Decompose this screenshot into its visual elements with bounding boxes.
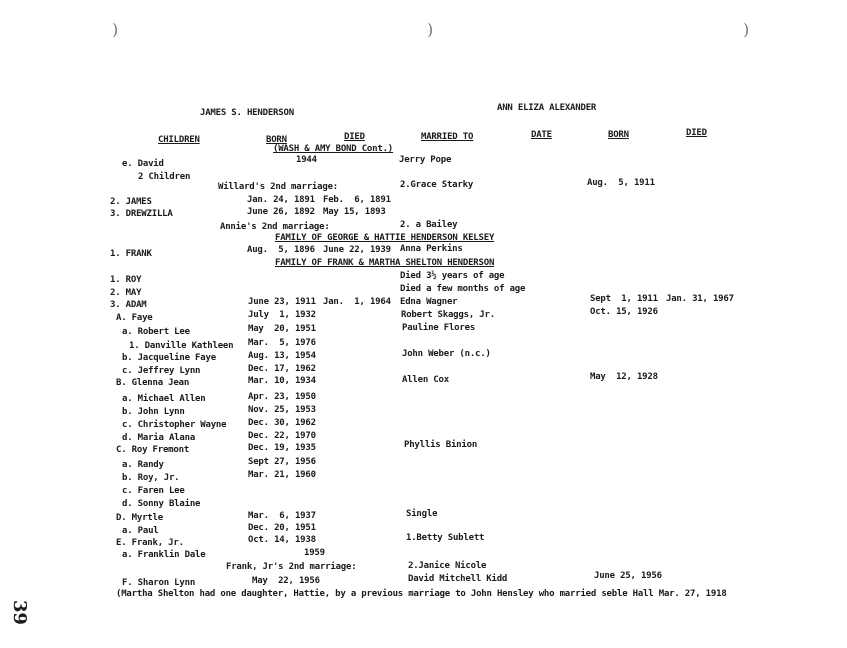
child-name: 2. JAMES: [110, 197, 152, 207]
child-name: d. Sonny Blaine: [122, 499, 201, 509]
child-born: Jan. 24, 1891: [247, 195, 315, 205]
margin-page-number: 39: [9, 600, 30, 625]
spouse-born: Oct. 15, 1926: [590, 307, 658, 317]
child-born: June 23, 1911: [248, 297, 316, 307]
spouse-name: Jerry Pope: [399, 155, 452, 165]
spouse-name: Pauline Flores: [402, 323, 476, 333]
child-born: Dec. 30, 1962: [248, 418, 316, 428]
child-name: a. Robert Lee: [122, 327, 190, 337]
child-name: a. Randy: [122, 460, 164, 470]
continued-heading: (WASH & AMY BOND Cont.): [273, 144, 394, 154]
marriage-note: Frank, Jr's 2nd marriage:: [226, 562, 357, 572]
child-name: a. Paul: [122, 526, 159, 536]
spouse-name: Robert Skaggs, Jr.: [401, 310, 495, 320]
child-born: Nov. 25, 1953: [248, 405, 316, 415]
child-name: C. Roy Fremont: [116, 445, 190, 455]
child-born: Apr. 23, 1950: [248, 392, 316, 402]
child-name: F. Sharon Lynn: [122, 578, 196, 588]
child-name: D. Myrtle: [116, 513, 163, 523]
child-born: Aug. 5, 1896: [247, 245, 315, 255]
spouse-died: Jan. 31, 1967: [666, 294, 734, 304]
child-born: Mar. 10, 1934: [248, 376, 316, 386]
child-born: Mar. 5, 1976: [248, 338, 316, 348]
child-born: Oct. 14, 1938: [248, 535, 316, 545]
child-died: Feb. 6, 1891: [323, 195, 391, 205]
child-born: Dec. 20, 1951: [248, 523, 316, 533]
child-name: 3. ADAM: [110, 300, 147, 310]
marriage-note: Willard's 2nd marriage:: [218, 182, 339, 192]
col-date: DATE: [531, 130, 552, 140]
spouse-name: Anna Perkins: [400, 244, 463, 254]
spouse-name: 2.Janice Nicole: [408, 561, 487, 571]
spouse-name: John Weber (n.c.): [402, 349, 491, 359]
spouse-name: Edna Wagner: [400, 297, 458, 307]
family-heading: FAMILY OF FRANK & MARTHA SHELTON HENDERSON: [275, 258, 495, 268]
col-spouse-born: BORN: [608, 130, 629, 140]
child-name: a. Franklin Dale: [122, 550, 206, 560]
marriage-note: Annie's 2nd marriage:: [220, 222, 330, 232]
spouse-name: David Mitchell Kidd: [408, 574, 508, 584]
child-name: 1. FRANK: [110, 249, 152, 259]
child-died: June 22, 1939: [323, 245, 391, 255]
child-born: 1959: [304, 548, 325, 558]
child-born: 1944: [296, 155, 317, 165]
col-married-to: MARRIED TO: [421, 132, 474, 142]
child-born: Mar. 21, 1960: [248, 470, 316, 480]
child-name: d. Maria Alana: [122, 433, 196, 443]
child-born: Dec. 22, 1970: [248, 431, 316, 441]
child-born: July 1, 1932: [248, 310, 316, 320]
footnote: (Martha Shelton had one daughter, Hattie, by a previous marriage to John Hensley who married seble Hall Mar. 27, 1918: [116, 589, 727, 599]
col-children: CHILDREN: [158, 135, 200, 145]
child-born: Sept 27, 1956: [248, 457, 316, 467]
child-name: e. David: [122, 159, 164, 169]
child-name: 1. Danville Kathleen: [129, 341, 234, 351]
child-name: c. Christopher Wayne: [122, 420, 227, 430]
child-born: Mar. 6, 1937: [248, 511, 316, 521]
child-name: b. John Lynn: [122, 407, 185, 417]
spouse-name: 2.Grace Starky: [400, 180, 474, 190]
child-name: 1. ROY: [110, 275, 142, 285]
spouse-name: Allen Cox: [402, 375, 449, 385]
child-died: May 15, 1893: [323, 207, 386, 217]
spouse-born: May 12, 1928: [590, 372, 658, 382]
wife-name: ANN ELIZA ALEXANDER: [497, 103, 597, 113]
spouse-born: Aug. 5, 1911: [587, 178, 655, 188]
col-born: BORN: [266, 135, 287, 145]
family-heading: FAMILY OF GEORGE & HATTIE HENDERSON KELSEY: [275, 233, 495, 243]
child-name: a. Michael Allen: [122, 394, 206, 404]
child-born: May 20, 1951: [248, 324, 316, 334]
child-born: May 22, 1956: [252, 576, 320, 586]
spouse-name: 1.Betty Sublett: [406, 533, 485, 543]
col-spouse-died: DIED: [686, 128, 707, 138]
spouse-born: Sept 1, 1911: [590, 294, 658, 304]
child-name: 3. DREWZILLA: [110, 209, 173, 219]
child-born: Aug. 13, 1954: [248, 351, 316, 361]
child-name: b. Jacqueline Faye: [122, 353, 216, 363]
husband-name: JAMES S. HENDERSON: [200, 108, 294, 118]
child-name: c. Jeffrey Lynn: [122, 366, 201, 376]
spouse-name: 2. a Bailey: [400, 220, 458, 230]
child-born: June 26, 1892: [247, 207, 315, 217]
child-name: E. Frank, Jr.: [116, 538, 184, 548]
scan-mark: ): [427, 20, 434, 39]
col-died: DIED: [344, 132, 365, 142]
child-born: Dec. 17, 1962: [248, 364, 316, 374]
child-name: B. Glenna Jean: [116, 378, 190, 388]
child-name: c. Faren Lee: [122, 486, 185, 496]
child-note: Died a few months of age: [400, 284, 526, 294]
child-name: A. Faye: [116, 313, 153, 323]
child-name: b. Roy, Jr.: [122, 473, 180, 483]
spouse-name: Phyllis Binion: [404, 440, 478, 450]
child-born: Dec. 19, 1935: [248, 443, 316, 453]
spouse-born: June 25, 1956: [594, 571, 662, 581]
child-note: Died 3½ years of age: [400, 271, 505, 281]
child-died: Jan. 1, 1964: [323, 297, 391, 307]
child-name: 2 Children: [138, 172, 191, 182]
child-name: 2. MAY: [110, 288, 142, 298]
scan-mark: ): [743, 20, 750, 39]
scan-mark: ): [112, 20, 119, 39]
child-note: Single: [406, 509, 438, 519]
